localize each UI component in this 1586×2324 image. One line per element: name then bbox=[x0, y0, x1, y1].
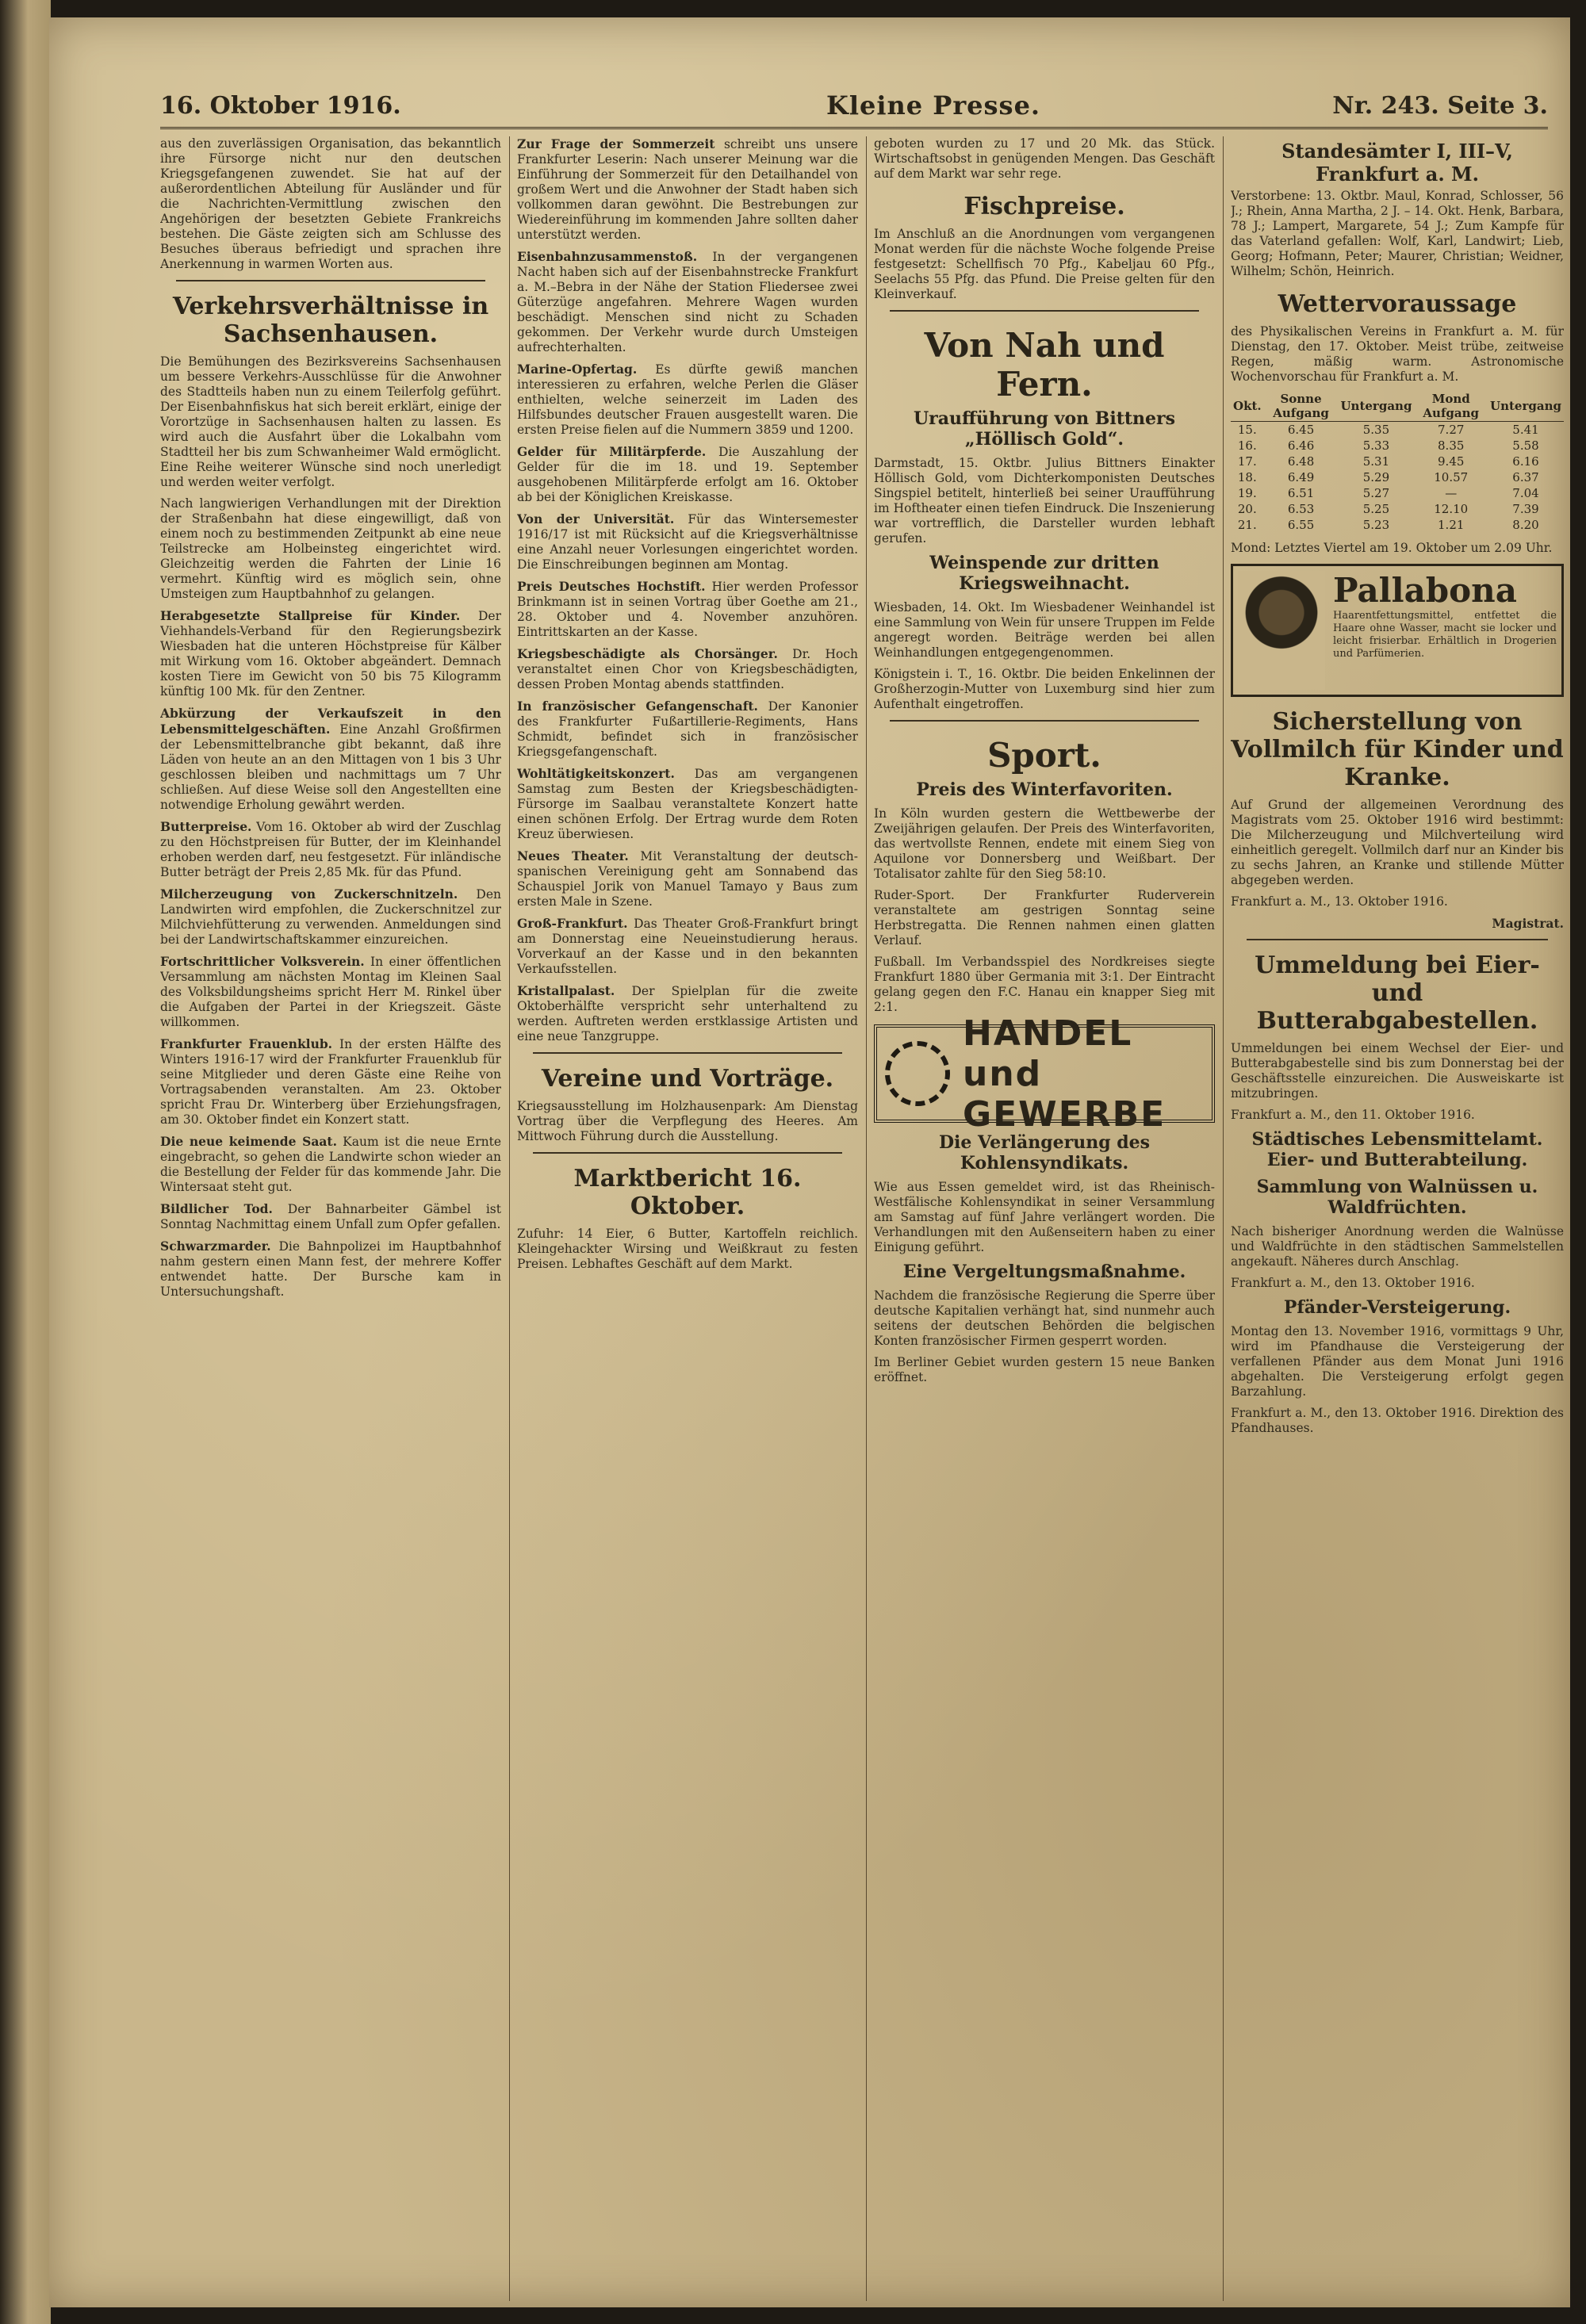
article-text: Im Anschluß an die Anordnungen vom vergangenen Monat werden für die nächste Woche folgende Preise festgesetzt: Schellfisch 70 Pfg., Kabeljau 60 Pfg., Seelachs 55 Pfg. das Pfund. Die Preise gelten für den Kleinverkauf. bbox=[874, 227, 1215, 301]
news-lead: Abkürzung der Verkaufszeit in den Lebensmittelgeschäften. bbox=[160, 706, 501, 737]
table-cell: 21. bbox=[1237, 518, 1257, 532]
news-lead: Schwarzmarder. bbox=[160, 1239, 271, 1254]
moon-phase-note: Mond: Letztes Viertel am 19. Oktober um 2.09 Uhr. bbox=[1231, 541, 1553, 555]
news-body: Der Bahnarbeiter Gämbel ist Sonntag Nachmittag einem Unfall zum Opfer gefallen. bbox=[160, 1202, 501, 1231]
article-subheading: Sammlung von Walnüssen u. Waldfrüchten. bbox=[1256, 1177, 1538, 1218]
newspaper-page bbox=[49, 17, 1570, 2307]
news-lead: Die neue keimende Saat. bbox=[160, 1134, 337, 1149]
signature: Frankfurt a. M., den 13. Oktober 1916. Direktion des Pfandhauses. bbox=[1231, 1406, 1564, 1435]
article-text: Auf Grund der allgemeinen Verordnung des Magistrats vom 25. Oktober 1916 wird bestimmt: Die Milcherzeugung und Milchverteilung wird einheitlich geregelt. Vollmilch darf nur an Kinder bis zu sechs Jahren, an Kranke und stillende Mütter abgegeben werden. bbox=[1231, 798, 1564, 887]
separator bbox=[176, 280, 485, 281]
news-lead: Preis Deutsches Hochstift. bbox=[517, 579, 706, 594]
news-body: Kaum ist die neue Ernte eingebracht, so gehen die Landwirte schon wieder an die Bestellung der Felder für das kommende Jahr. Die Wintersaat steht gut. bbox=[160, 1135, 501, 1194]
column-header: Untergang bbox=[1338, 391, 1414, 422]
news-item bbox=[517, 136, 858, 243]
news-body: Vom 16. Oktober ab wird der Zuschlag zu den Höchstpreisen für Butter, der im Kleinhandel erhoben werden darf, neu festgesetzt. Für inländische Butter beträgt der Preis 2,85 Mk. für das Pfund. bbox=[160, 820, 501, 879]
table-cell: — bbox=[1445, 486, 1458, 500]
table-row bbox=[1231, 454, 1564, 469]
handel-gewerbe-banner bbox=[874, 1013, 1215, 1135]
table-row bbox=[1231, 517, 1564, 533]
news-item bbox=[517, 766, 858, 842]
table-cell: 1.21 bbox=[1438, 518, 1465, 532]
news-item bbox=[517, 983, 858, 1044]
article-text: Verstorbene: 13. Oktbr. Maul, Konrad, Schlosser, 56 J.; Rhein, Anna Martha, 2 J. – 14. Okt. Henk, Barbara, 78 J.; Lampert, Margarete, 54 J.; Zum Kampfe für das Vaterland gefallen: Wolf, Karl, Landwirt; Lieb, Georg; Hofmann, Peter; Maurer, Christian; Weidner, Wilhelm; Schön, Heinrich. bbox=[1231, 189, 1564, 278]
news-lead: Frankfurter Frauenklub. bbox=[160, 1036, 333, 1051]
section-heading-eier-butter: Ummeldung bei Eier- und Butterabgabestellen. bbox=[1255, 951, 1540, 1035]
article-subheading: Preis des Winterfavoriten. bbox=[916, 779, 1173, 800]
news-item bbox=[517, 444, 858, 505]
sun-table-body bbox=[1231, 422, 1564, 534]
signature: Frankfurt a. M., den 13. Oktober 1916. bbox=[1231, 1276, 1475, 1290]
news-lead: In französischer Gefangenschaft. bbox=[517, 699, 758, 714]
table-cell: 18. bbox=[1237, 470, 1257, 484]
separator bbox=[533, 1052, 842, 1054]
standesamt-heading: Standesämter I, III–V, Frankfurt a. M. bbox=[1281, 140, 1513, 186]
issue-number: Nr. 243. Seite 3. bbox=[1332, 92, 1548, 120]
news-body: Dr. Hoch veranstaltet einen Chor von Kriegsbeschädigten, dessen Proben Montag abends stattfinden. bbox=[517, 647, 858, 691]
table-cell: 20. bbox=[1237, 502, 1257, 516]
article-text: Nachdem die französische Regierung die Sperre über deutsche Kapitalien verhängt hat, sind nunmehr auch seitens der deutschen Behörden die belgischen Konten französischer Firmen gesperrt worden. bbox=[874, 1288, 1215, 1348]
news-lead: Groß-Frankfurt. bbox=[517, 916, 628, 931]
column-rule bbox=[1223, 136, 1224, 2301]
table-cell: 6.16 bbox=[1512, 454, 1539, 469]
news-item bbox=[160, 886, 501, 948]
news-item bbox=[517, 249, 858, 355]
section-heading-milch: Sicherstellung von Vollmilch für Kinder und Kranke. bbox=[1231, 708, 1564, 791]
table-cell: 5.27 bbox=[1362, 486, 1390, 500]
news-lead: Kriegsbeschädigte als Chorsänger. bbox=[517, 646, 778, 661]
separator bbox=[890, 310, 1199, 312]
adjacent-page-edge bbox=[0, 0, 51, 2324]
news-lead: Wohltätigkeitskonzert. bbox=[517, 766, 675, 781]
article-text: Ummeldungen bei einem Wechsel der Eier- und Butterabgabestelle sind bis zum Donnerstag bei der Geschäftsstelle einzureichen. Die Ausweiskarte ist mitzubringen. bbox=[1231, 1041, 1564, 1101]
column-header: Okt. bbox=[1231, 391, 1264, 422]
table-row bbox=[1231, 438, 1564, 454]
article-text: In Köln wurden gestern die Wettbewerbe der Zweijährigen gelaufen. Der Preis des Winterfavoriten, das wertvollste Rennen, endete mit einem Sieg von Aquilone vor Donnersberg und Weißbart. Der Totalisator zahlte für den Sieg 58:10. bbox=[874, 806, 1215, 881]
separator bbox=[533, 1152, 842, 1154]
news-body: Hier werden Professor Brinkmann ist in seinen Vortrag über Goethe am 21., 28. Oktober und 4. November anzuhören. Eintrittskarten an der Kasse. bbox=[517, 580, 858, 639]
news-item bbox=[160, 819, 501, 880]
table-cell: 12.10 bbox=[1434, 502, 1469, 516]
article-subheading: Die Verlängerung des Kohlensyndikats. bbox=[938, 1132, 1151, 1173]
signature: Frankfurt a. M., den 11. Oktober 1916. bbox=[1231, 1108, 1475, 1122]
table-cell: 5.41 bbox=[1512, 423, 1539, 437]
section-heading-vereine: Vereine und Vorträge. bbox=[541, 1065, 834, 1093]
table-cell: 5.31 bbox=[1362, 454, 1390, 469]
column-rule bbox=[866, 136, 867, 2301]
news-body: Der Spielplan für die zweite Oktoberhälfte verspricht sehr unterhaltend zu werden. Auftreten werden erstklassige Artisten und eine neue Tanzgruppe. bbox=[517, 984, 858, 1043]
banner-title: HANDEL und GEWERBE bbox=[963, 1013, 1167, 1135]
pallabona-advertisement bbox=[1231, 564, 1564, 697]
news-lead: Von der Universität. bbox=[517, 511, 675, 526]
table-cell: 5.23 bbox=[1362, 518, 1390, 532]
news-item bbox=[517, 848, 858, 909]
table-header-row bbox=[1231, 391, 1564, 422]
news-lead: Gelder für Militärpferde. bbox=[517, 444, 707, 459]
article-text: Wiesbaden, 14. Okt. Im Wiesbadener Weinhandel ist eine Sammlung von Wein für unsere Truppen im Felde angeregt worden. Beiträge werden bei allen Weinhandlungen entgegengenommen. bbox=[874, 600, 1215, 660]
table-cell: 15. bbox=[1237, 423, 1257, 437]
table-row bbox=[1231, 485, 1564, 501]
table-cell: 17. bbox=[1237, 454, 1257, 469]
news-item bbox=[517, 699, 858, 760]
table-row bbox=[1231, 469, 1564, 485]
column-rule bbox=[509, 136, 510, 2301]
news-item bbox=[160, 1036, 501, 1128]
table-cell: 6.45 bbox=[1287, 423, 1315, 437]
masthead: Kleine Presse. bbox=[826, 90, 1041, 121]
section-heading-sport: Sport. bbox=[987, 736, 1101, 775]
article-text: Kriegsausstellung im Holzhausenpark: Am Dienstag Vortrag über die Verpflegung des Heeres. Am Mittwoch Führung durch die Ausstellung. bbox=[517, 1099, 858, 1143]
table-cell: 6.53 bbox=[1287, 502, 1315, 516]
news-item bbox=[160, 706, 501, 813]
table-cell: 10.57 bbox=[1434, 470, 1469, 484]
table-cell: 8.20 bbox=[1512, 518, 1539, 532]
table-cell: 9.45 bbox=[1438, 454, 1465, 469]
column-header: Mond Aufgang bbox=[1414, 391, 1488, 422]
column-1 bbox=[160, 136, 501, 2301]
separator bbox=[890, 720, 1199, 722]
separator bbox=[1247, 939, 1548, 940]
news-item bbox=[160, 1239, 501, 1300]
section-heading-marktbericht: Marktbericht 16. Oktober. bbox=[573, 1165, 802, 1220]
article-text: Königstein i. T., 16. Oktbr. Die beiden Enkelinnen der Großherzogin-Mutter von Luxemburg sind hier zum Aufenthalt eingetroffen. bbox=[874, 667, 1215, 711]
table-cell: 16. bbox=[1237, 438, 1257, 453]
article-subheading: Pfänder-Versteigerung. bbox=[1283, 1297, 1511, 1318]
article-text: Wie aus Essen gemeldet wird, ist das Rheinisch-Westfälische Kohlensyndikat in seiner Versammlung am Samstag auf fünf Jahre verlängert worden. Die Verhandlungen mit den Außenseitern haben zu einer Einigung geführt. bbox=[874, 1180, 1215, 1254]
news-item bbox=[160, 608, 501, 699]
news-lead: Kristallpalast. bbox=[517, 983, 615, 998]
article-text: Darmstadt, 15. Oktbr. Julius Bittners Einakter Höllisch Gold, vom Dichterkomponisten Deutsches Singspiel betitelt, hinterließ bei seiner Uraufführung im Hoftheater einen tiefen Eindruck. Die Inszenierung war vortrefflich, die Darsteller wurden lebhaft gerufen. bbox=[874, 456, 1215, 546]
column-4 bbox=[1231, 136, 1564, 2301]
table-cell: 6.46 bbox=[1287, 438, 1315, 453]
woman-portrait-illustration bbox=[1238, 571, 1325, 690]
news-lead: Zur Frage der Sommerzeit bbox=[517, 136, 715, 151]
news-item bbox=[517, 511, 858, 572]
column-2 bbox=[517, 136, 858, 2301]
article-text: Die Bemühungen des Bezirksvereins Sachsenhausen um bessere Verkehrs-Ausschlüsse für die Anwohner des Stadtteils haben nun zu einem Teilerfolg geführt. Der Eisenbahnfiskus hat sich bereit erklärt, einige der Vorortzüge in Sachsenhausen halten zu lassen. Es wird auch die Ausfahrt über die Lokalbahn vom Stadtteil her bis zum Schwanheimer Wald ermöglicht. Eine Reihe weiterer Wünsche sind noch unerledigt und werden weiter verfolgt. bbox=[160, 354, 501, 489]
news-lead: Marine-Opfertag. bbox=[517, 362, 638, 377]
news-lead: Eisenbahnzusammenstoß. bbox=[517, 249, 698, 264]
table-cell: 6.49 bbox=[1287, 470, 1315, 484]
news-item bbox=[517, 579, 858, 640]
article-subheading: Städtisches Lebensmittelamt. Eier- und Butterabteilung. bbox=[1251, 1129, 1543, 1170]
news-body: Das am vergangenen Samstag zum Besten der Kriegsbeschädigten-Fürsorge im Saalbau veranstaltete Konzert hatte einen schönen Erfolg. Der Ertrag wurde dem Roten Kreuz überwiesen. bbox=[517, 767, 858, 841]
section-heading-nah-fern: Von Nah und Fern. bbox=[924, 326, 1165, 404]
news-body: Die Bahnpolizei im Hauptbahnhof nahm gestern einen Mann fest, der mehrere Koffer entwendet hatte. Der Bursche kam in Untersuchungshaft. bbox=[160, 1239, 501, 1299]
news-item bbox=[160, 1201, 501, 1232]
news-body: In einer öffentlichen Versammlung am nächsten Montag im Kleinen Saal des Volksbildungsheims spricht Herr M. Rinkel über die Aufgaben der Partei in der Kriegszeit. Gäste willkommen. bbox=[160, 955, 501, 1029]
section-heading-fischpreise: Fischpreise. bbox=[963, 193, 1125, 220]
article-text: Fußball. Im Verbandsspiel des Nordkreises siegte Frankfurt 1880 über Germania mit 3:1. Der Eintracht gelang gegen den F.C. Hanau ein knapper Sieg mit 2:1. bbox=[874, 955, 1215, 1014]
news-item bbox=[517, 362, 858, 438]
table-cell: 5.29 bbox=[1362, 470, 1390, 484]
news-lead: Herabgesetzte Stallpreise für Kinder. bbox=[160, 608, 461, 623]
news-body: Der Kanonier des Frankfurter Fußartillerie-Regiments, Hans Schmidt, befindet sich in französischer Kriegsgefangenschaft. bbox=[517, 699, 858, 759]
news-lead: Fortschrittlicher Volksverein. bbox=[160, 954, 365, 969]
signature: Frankfurt a. M., 13. Oktober 1916. bbox=[1231, 894, 1448, 909]
news-body: Der Viehhandels-Verband für den Regierungsbezirk Wiesbaden hat die unteren Höchstpreise für Kälber mit Wirkung vom 16. Oktober abgeändert. Demnach kosten Tiere im Gewicht von 50 bis 75 Kilogramm künftig 100 Mk. für den Zentner. bbox=[160, 609, 501, 699]
table-cell: 7.39 bbox=[1512, 502, 1539, 516]
table-cell: 5.58 bbox=[1512, 438, 1539, 453]
news-item bbox=[160, 954, 501, 1030]
table-cell: 6.48 bbox=[1287, 454, 1315, 469]
article-subheading: Eine Vergeltungsmaßnahme. bbox=[902, 1262, 1186, 1282]
column-3 bbox=[874, 136, 1215, 2301]
news-item bbox=[517, 916, 858, 977]
news-body: Eine Anzahl Großfirmen der Lebensmittelbranche gibt bekannt, daß ihre Läden von heute an an den Mittagen von 1 bis 3 Uhr geschlossen bleiben und nachmittags um 7 Uhr schließen. Auf diese Weise soll den Angestellten eine notwendige Erholung gewährt werden. bbox=[160, 722, 501, 812]
article-text: aus den zuverlässigen Organisation, das bekanntlich ihre Fürsorge nicht nur den deutschen Kriegsgefangenen zuwendet. Sie hat auf der außerordentlichen Abteilung für Ausländer und für die Nachrichten-Vermittlung zwischen den Angehörigen der besetzten Gebiete Frankreichs bestehen. Die Gäste zeigten sich am Schlusse des Besuches überaus befriedigt und sprachen ihre Anerkennung in warmen Worten aus. bbox=[160, 136, 501, 271]
table-cell: 5.25 bbox=[1362, 502, 1390, 516]
news-lead: Neues Theater. bbox=[517, 848, 629, 863]
gear-icon bbox=[885, 1041, 950, 1106]
page-header bbox=[160, 89, 1548, 129]
article-text: geboten wurden zu 17 und 20 Mk. das Stück. Wirtschaftsobst in genügenden Mengen. Das Geschäft auf dem Markt war sehr rege. bbox=[874, 136, 1215, 181]
table-row bbox=[1231, 422, 1564, 438]
news-item bbox=[160, 1134, 501, 1195]
news-body: In der vergangenen Nacht haben sich auf der Eisenbahnstrecke Frankfurt a. M.–Bebra in der Nähe der Station Fliedersee zwei Güterzüge angefahren. Mehrere Wagen wurden beschädigt. Menschen sind nicht zu Schaden gekommen. Der Verkehr wurde durch Umsteigen aufrechterhalten. bbox=[517, 250, 858, 354]
article-subheading: Weinspende zur dritten Kriegsweihnacht. bbox=[929, 553, 1159, 594]
news-body: Die Auszahlung der Gelder für die im 18. und 19. September ausgehobenen Militärpferde erfolgt am 16. Oktober ab bei der Königlichen Kreiskasse. bbox=[517, 445, 858, 504]
news-body: In der ersten Hälfte des Winters 1916-17 wird der Frankfurter Frauenklub für seine Mitglieder und deren Gäste eine Reihe von Vortragsabenden veranstalten. Am 23. Oktober spricht Frau Dr. Winterberg über Erziehungsfragen, am 30. Oktober findet ein Konzert statt. bbox=[160, 1037, 501, 1127]
table-cell: 7.04 bbox=[1512, 486, 1539, 500]
header-date: 16. Oktober 1916. bbox=[160, 92, 401, 120]
column-header: Untergang bbox=[1488, 391, 1564, 422]
column-header: Sonne Aufgang bbox=[1264, 391, 1339, 422]
article-text: des Physikalischen Vereins in Frankfurt a. M. für Dienstag, den 17. Oktober. Meist trübe, zeitweise Regen, mäßig warm. Astronomische Wochenvorschau für Frankfurt a. M. bbox=[1231, 324, 1564, 384]
news-lead: Butterpreise. bbox=[160, 819, 252, 834]
ad-brand: Pallabona bbox=[1333, 571, 1517, 610]
news-body: Das Theater Groß-Frankfurt bringt am Donnerstag eine Neueinstudierung heraus. Vorverkauf an der Kasse und in den bekannten Verkaufsstellen. bbox=[517, 917, 858, 976]
news-item bbox=[517, 646, 858, 692]
article-text: Nach bisheriger Anordnung werden die Walnüsse und Waldfrüchte in den städtischen Sammelstellen angekauft. Näheres durch Anschlag. bbox=[1231, 1224, 1564, 1269]
section-heading-wetter: Wettervoraussage bbox=[1278, 290, 1517, 318]
ad-text: Haarentfettungsmittel, entfettet die Haare ohne Wasser, macht sie locker und leicht frisierbar. Erhältlich in Drogerien und Parfümerien. bbox=[1333, 610, 1557, 660]
sun-moon-table bbox=[1231, 391, 1564, 533]
news-body: Mit Veranstaltung der deutsch-spanischen Vereinigung geht am Sonnabend das Schauspiel Jorik von Manuel Tamayo y Baus zum ersten Male in Szene. bbox=[517, 849, 858, 909]
news-body: schreibt uns unsere Frankfurter Leserin: Nach unserer Meinung war die Einführung der Sommerzeit für den Detailhandel von großem Wert und die Anwohner der Stadt haben sich vollkommen daran gewöhnt. Die Bestrebungen zur Wiedereinführung im kommenden Jahre sollten daher unterstützt werden. bbox=[517, 137, 858, 242]
table-cell: 5.35 bbox=[1362, 423, 1390, 437]
table-cell: 6.37 bbox=[1512, 470, 1539, 484]
news-lead: Milcherzeugung von Zuckerschnitzeln. bbox=[160, 886, 458, 902]
article-text: Ruder-Sport. Der Frankfurter Ruderverein veranstaltete am gestrigen Sonntag seine Herbstregatta. Die Rennen nahmen einen glatten Verlauf. bbox=[874, 888, 1215, 948]
table-cell: 8.35 bbox=[1438, 438, 1465, 453]
article-text: Zufuhr: 14 Eier, 6 Butter, Kartoffeln reichlich. Kleingehackter Wirsing und Weißkraut zu festen Preisen. Lebhaftes Geschäft auf dem Markt. bbox=[517, 1227, 858, 1271]
table-cell: 5.33 bbox=[1362, 438, 1390, 453]
table-cell: 6.51 bbox=[1287, 486, 1315, 500]
news-body: Es dürfte gewiß manchen interessieren zu erfahren, welche Perlen die Gläser enthielten, welche seinerzeit im Laden des Hilfsbundes deutscher Frauen ausgestellt waren. Die ersten Preise fielen auf die Nummern 3859 und 1200. bbox=[517, 362, 858, 437]
table-row bbox=[1231, 501, 1564, 517]
news-lead: Bildlicher Tod. bbox=[160, 1201, 273, 1216]
article-text: Im Berliner Gebiet wurden gestern 15 neue Banken eröffnet. bbox=[874, 1355, 1215, 1384]
news-body: Für das Wintersemester 1916/17 ist mit Rücksicht auf die Kriegsverhältnisse eine Anzahl neuer Vorlesungen eingerichtet worden. Die Einschreibungen beginnen am Montag. bbox=[517, 512, 858, 572]
article-heading: Verkehrsverhältnisse in Sachsenhausen. bbox=[172, 293, 489, 348]
signature: Magistrat. bbox=[1492, 916, 1564, 931]
article-text: Nach langwierigen Verhandlungen mit der Direktion der Straßenbahn hat diese eingewilligt, daß von einem noch zu bestimmenden Zeitpunkt ab eine neue Teilstrecke am Holbeinsteg eingerichtet wird. Gleichzeitig werden die Fahrten der Linie 16 vermehrt. Künftig wird es möglich sein, ohne Umsteigen zum Hauptbahnhof zu gelangen. bbox=[160, 496, 501, 601]
article-subheading: Uraufführung von Bittners „Höllisch Gold“. bbox=[913, 408, 1176, 450]
table-cell: 7.27 bbox=[1438, 423, 1465, 437]
table-cell: 6.55 bbox=[1287, 518, 1315, 532]
article-text: Montag den 13. November 1916, vormittags 9 Uhr, wird im Pfandhause die Versteigerung der verfallenen Pfänder aus dem Monat Juni 1916 abgehalten. Die Versteigerung erfolgt gegen Barzahlung. bbox=[1231, 1324, 1564, 1399]
news-body: Den Landwirten wird empfohlen, die Zuckerschnitzel zur Milchviehfütterung zu verwenden. Anmeldungen sind bei der Landwirtschaftskammer einzureichen. bbox=[160, 887, 501, 947]
table-cell: 19. bbox=[1237, 486, 1257, 500]
